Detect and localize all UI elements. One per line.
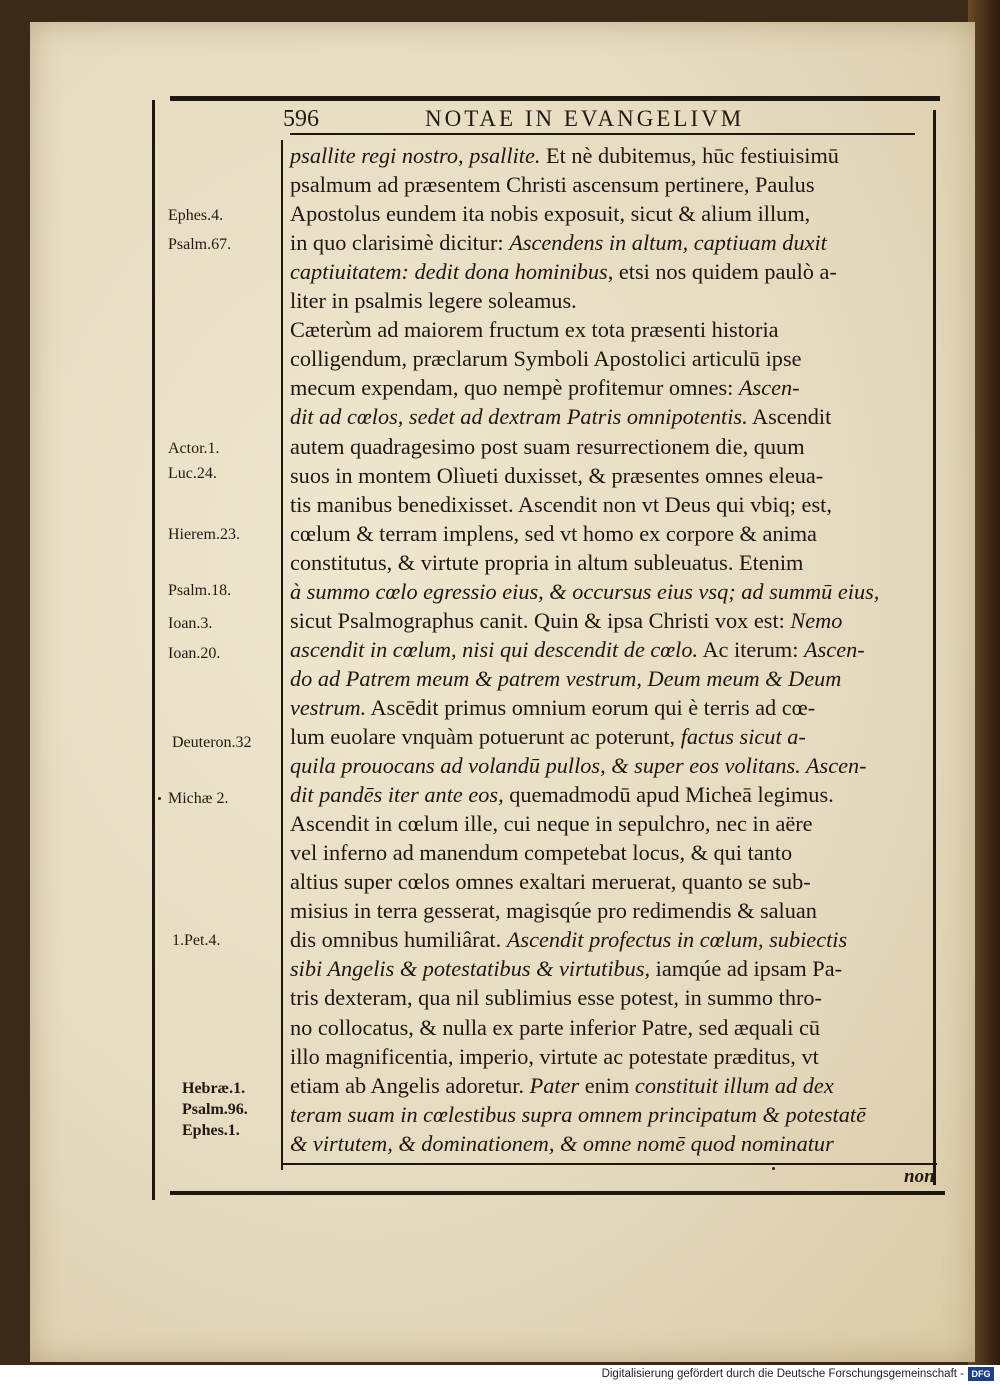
text-line: [290, 751, 930, 780]
text-span: iamqúe ad ipsam Pa-: [650, 956, 843, 982]
text-line: [290, 1071, 930, 1100]
italic-span: Nemo: [790, 607, 843, 633]
text-span: in quo clarisimè dicitur:: [290, 230, 510, 256]
text-line: [290, 461, 930, 490]
margin-rule-left: [152, 100, 155, 1200]
text-line: [290, 606, 930, 635]
text-line: [290, 344, 930, 373]
running-title: NOTAE IN EVANGELIVM: [425, 106, 745, 131]
text-span: quemadmodū apud Micheā legimus.: [503, 782, 834, 808]
text-span: Ascēdit primus omnium eorum qui è terris ad cœ-: [366, 694, 816, 720]
dfg-logo: DFG: [968, 1367, 994, 1381]
text-span: Et nè dubitemus, hūc festiuisimū: [540, 143, 839, 168]
column-rule-right: [933, 110, 936, 1185]
italic-span: captiuitatem: dedit dona hominibus: [290, 259, 608, 285]
text-line: [290, 693, 930, 722]
margin-note: Ioan.20.: [168, 645, 221, 662]
text-span: constitutus, & virtute propria in altum subleuatus. Etenim: [290, 549, 804, 575]
text-line: [290, 199, 930, 228]
margin-note: Deuteron.32: [172, 734, 252, 751]
ink-dot: [772, 1167, 775, 1170]
text-span: etiam ab Angelis adoretur.: [290, 1072, 530, 1098]
text-line: [290, 1042, 930, 1071]
text-line: [290, 286, 930, 315]
column-rule-left: [281, 140, 283, 1170]
text-line: [290, 519, 930, 548]
header-rule: [170, 96, 940, 101]
text-span: , etsi nos quidem paulò a-: [607, 259, 837, 285]
text-line: [290, 432, 930, 461]
margin-note: Ioan.3.: [168, 615, 213, 632]
margin-note: Psalm.18.: [168, 582, 232, 599]
italic-span: à summo cœlo egressio eius, & occursus eius vsq; ad summū eius,: [290, 578, 880, 604]
text-span: sicut Psalmographus canit. Quin & ipsa Christi vox est:: [290, 607, 791, 633]
margin-note: Hierem.23.: [168, 526, 240, 543]
text-line: [290, 635, 930, 664]
margin-note: Ephes.1.: [182, 1122, 240, 1139]
footer-rule-bottom: [170, 1191, 945, 1195]
text-line: [290, 1013, 930, 1042]
text-line: [290, 664, 930, 693]
text-line: [290, 838, 930, 867]
page-number: 596: [283, 106, 319, 132]
text-span: Ascendit: [747, 404, 832, 430]
text-span: misius in terra gesserat, magisqúe pro redimendis & saluan: [290, 898, 817, 924]
margin-note: Ephes.4.: [168, 207, 224, 224]
text-span: Ascendit in cœlum ille, cui neque in sepulchro, nec in aëre: [290, 811, 813, 837]
italic-span: factus sicut a-: [680, 724, 806, 749]
text-span: dis omnibus humiliârat.: [290, 927, 507, 953]
text-line: [290, 548, 930, 577]
footer-credit: Digitalisierung gefördert durch die Deutsche Forschungsgemeinschaft -: [601, 1368, 964, 1380]
text-line: [290, 373, 930, 402]
text-span: psalmum ad præsentem Christi ascensum pertinere, Paulus: [290, 172, 815, 198]
text-span: cœlum & terram implens, sed vt homo ex corpore & anima: [290, 520, 817, 546]
text-span: Cæterùm ad maiorem fructum ex tota præsenti historia: [290, 317, 779, 343]
text-span: mecum expendam, quo nempè profitemur omnes:: [290, 375, 739, 401]
margin-note: 1.Pet.4.: [172, 932, 221, 949]
text-span: tis manibus benedixisset. Ascendit non vt Deus qui vbiq; est,: [290, 491, 832, 517]
text-line: [290, 925, 930, 954]
italic-span: Ascen-: [804, 636, 865, 662]
footer-rule-top: [282, 1163, 937, 1165]
text-line: [290, 722, 930, 751]
text-span: lum euolare vnquàm potuerunt ac poterunt,: [290, 724, 681, 749]
header-underline: [290, 133, 915, 135]
text-line: [290, 577, 930, 606]
text-line: [290, 780, 930, 809]
text-line: [290, 228, 930, 257]
text-line: [290, 983, 930, 1012]
text-line: [290, 809, 930, 838]
text-span: autem quadragesimo post suam resurrectionem die, quum: [290, 433, 805, 459]
ink-dot: [158, 797, 161, 800]
text-span: suos in montem Olìueti duxisset, & præsentes omnes eleua-: [290, 462, 824, 488]
italic-span: constituit illum ad dex: [634, 1072, 834, 1098]
italic-span: psallite regi nostro, psallite.: [290, 143, 541, 168]
text-line: [290, 1129, 930, 1158]
italic-span: sibi Angelis & potestatibus & virtutibus,: [290, 956, 651, 982]
italic-span: teram suam in cœlestibus supra omnem principatum & potestatē: [290, 1101, 866, 1127]
text-span: illo magnificentia, imperio, virtute ac potestate præditus, vt: [290, 1043, 819, 1069]
text-span: tris dexteram, qua nil sublimius esse potest, in summo thro-: [290, 985, 822, 1011]
text-span: altius super cœlos omnes exaltari meruerat, quanto se sub-: [290, 869, 811, 895]
text-line: [290, 896, 930, 925]
text-line: [290, 141, 930, 170]
text-line: [290, 170, 930, 199]
italic-span: do ad Patrem meum & patrem vestrum, Deum meum & Deum: [290, 665, 842, 691]
italic-span: dit ad cœlos, sedet ad dextram Patris omnipotentis.: [290, 404, 748, 430]
text-span: enim: [579, 1072, 635, 1098]
text-line: [290, 402, 930, 431]
italic-span: Ascendit profectus in cœlum, subiectis: [506, 927, 848, 953]
italic-span: dit pandēs iter ante eos,: [290, 782, 504, 808]
margin-note: Michæ 2.: [168, 790, 229, 807]
margin-note: Psalm.96.: [182, 1101, 248, 1118]
text-line: [290, 490, 930, 519]
text-span: colligendum, præclarum Symboli Apostolici articulū ipse: [290, 346, 802, 372]
italic-span: & virtutem, & dominationem, & omne nomē quod nominatur: [290, 1130, 834, 1156]
margin-note: Luc.24.: [168, 465, 217, 482]
text-line: [290, 257, 930, 286]
text-line: [290, 954, 930, 983]
italic-span: Ascendens in altum, captiuam duxit: [509, 230, 827, 256]
text-line: [290, 315, 930, 344]
italic-span: vestrum.: [290, 694, 367, 720]
text-line: [290, 1100, 930, 1129]
italic-span: quila prouocans ad volandū pullos, & super eos volitans. Ascen-: [290, 753, 867, 779]
margin-note: Actor.1.: [168, 440, 220, 457]
italic-span: Ascen-: [738, 375, 800, 401]
text-span: Apostolus eundem ita nobis exposuit, sicut & alium illum,: [290, 201, 811, 227]
text-span: vel inferno ad manendum competebat locus, & qui tanto: [290, 840, 793, 866]
text-span: Ac iterum:: [698, 636, 804, 662]
italic-span: ascendit in cœlum, nisi qui descendit de cœlo.: [290, 636, 699, 662]
text-span: no collocatus, & nulla ex parte inferior Patre, sed æquali cū: [290, 1014, 821, 1040]
margin-note: Psalm.67.: [168, 236, 232, 253]
text-span: liter in psalmis legere soleamus.: [290, 288, 577, 314]
margin-note: Hebræ.1.: [182, 1080, 246, 1097]
catchword: non: [904, 1166, 935, 1187]
italic-span: Pater: [529, 1072, 580, 1098]
text-line: [290, 867, 930, 896]
